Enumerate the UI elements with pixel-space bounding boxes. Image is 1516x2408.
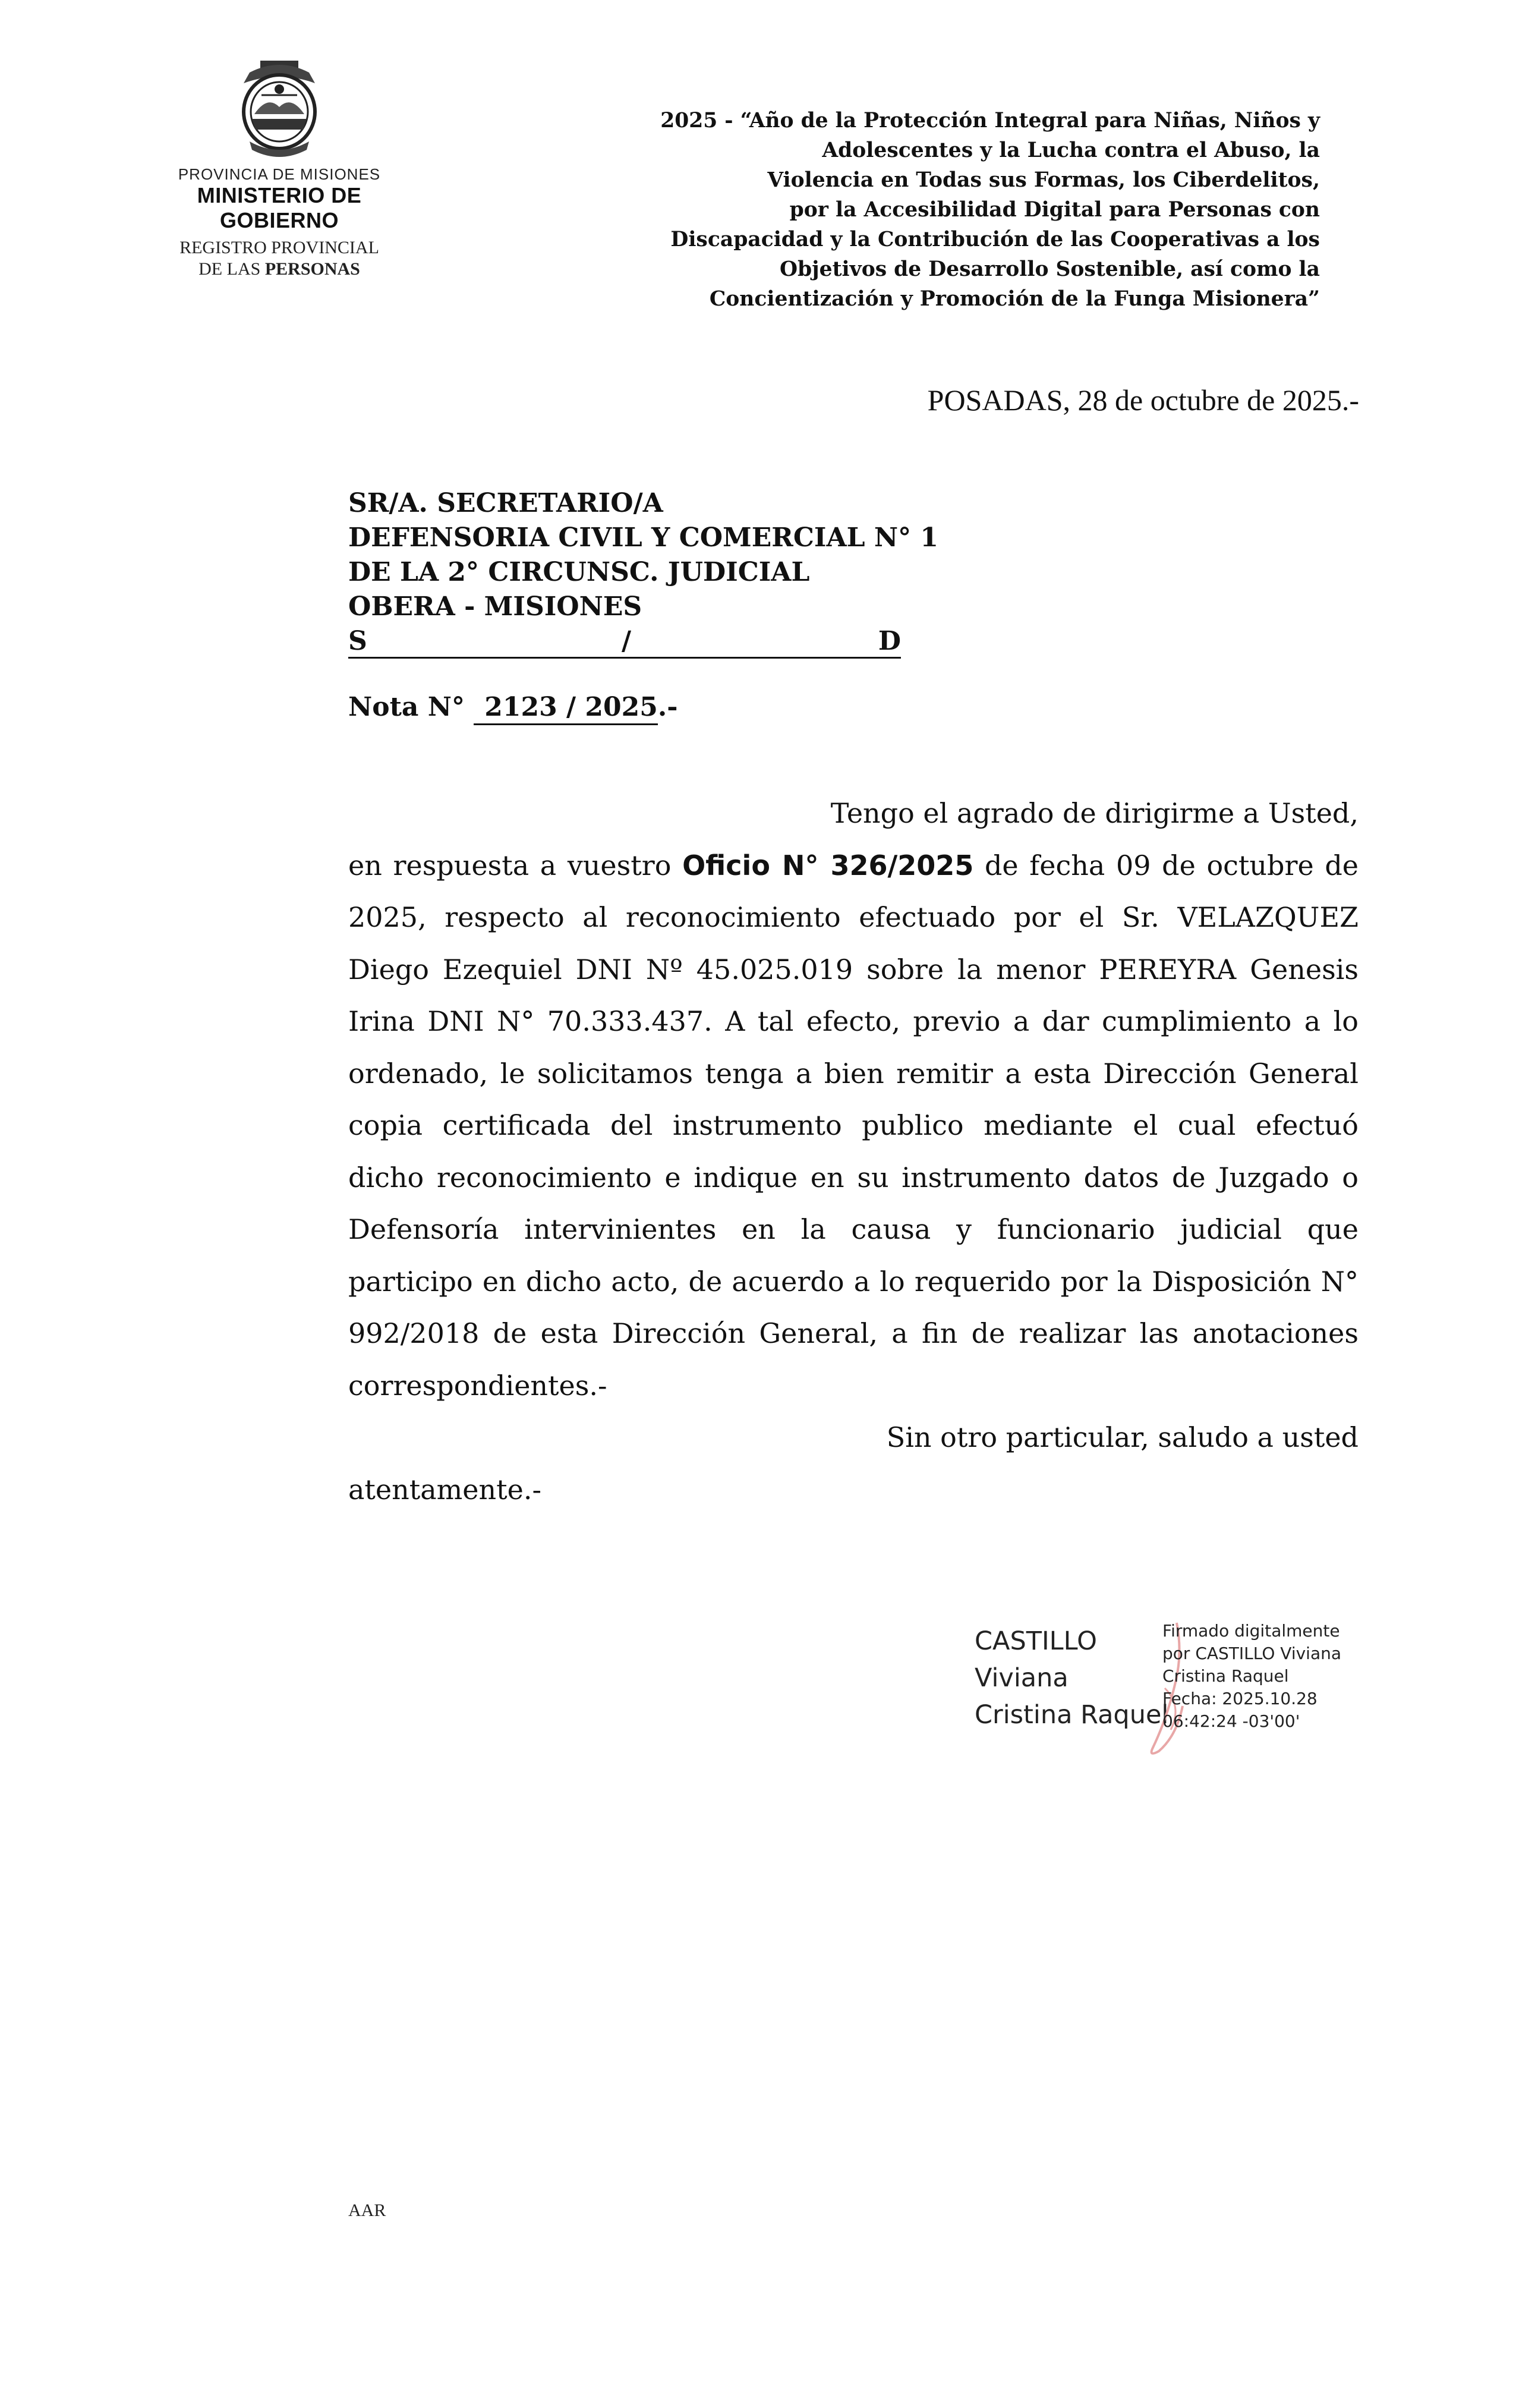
body-line: ordenado, le solicitamos tenga a bien remitir a esta Dirección General [348, 1057, 1359, 1090]
body-line: correspondientes.- [348, 1369, 607, 1402]
addressee-line: OBERA - MISIONES [348, 591, 642, 622]
sd-d: D [878, 626, 901, 656]
motto-line: Violencia en Todas sus Formas, los Ciberdelitos, [767, 168, 1320, 192]
signature-details [1162, 1620, 1341, 1733]
nota-label: Nota N° [348, 692, 465, 722]
sd-s: S [348, 626, 367, 656]
ministry-label: MINISTERIO DE GOBIERNO [197, 183, 362, 232]
body-text-pre: en respuesta a vuestro [348, 849, 683, 882]
body-line: Defensoría intervinientes en la causa y funcionario judicial que [348, 1213, 1359, 1245]
province-seal-icon [226, 59, 333, 160]
nota-number: 2123 / 2025 [474, 693, 658, 725]
signature-detail-line: Fecha: 2025.10.28 [1162, 1689, 1318, 1708]
body-line: participo en dicho acto, de acuerdo a lo requerido por la Disposición N° [348, 1265, 1359, 1298]
addressee-block [348, 486, 1061, 659]
signature-detail-line: Firmado digitalmente [1162, 1621, 1340, 1641]
body-line: 992/2018 de esta Dirección General, a fin de realizar las anotaciones [348, 1317, 1359, 1349]
signer-name-line: CASTILLO [975, 1626, 1097, 1656]
addressee-line: DE LA 2° CIRCUNSC. JUDICIAL [348, 557, 810, 587]
body-line: copia certificada del instrumento publico mediante el cual efectuó [348, 1109, 1359, 1141]
registry-label-line2 [137, 259, 422, 279]
date-line: POSADAS, 28 de octubre de 2025.- [927, 383, 1359, 417]
sd-slash: / [622, 626, 632, 656]
body-line [348, 840, 1359, 892]
motto-line: Discapacidad y la Contribución de las Cooperativas a los [670, 228, 1320, 251]
body-text-post: de fecha 09 de octubre de [973, 849, 1359, 882]
motto-line: Adolescentes y la Lucha contra el Abuso, la [822, 139, 1320, 162]
motto-line: Objetivos de Desarrollo Sostenible, así como la [780, 257, 1320, 281]
year-motto [547, 106, 1320, 314]
signature-detail-line: 06:42:24 -03'00' [1162, 1711, 1300, 1731]
digital-signature [975, 1617, 1379, 1759]
province-label: PROVINCIA DE MISIONES [178, 165, 381, 183]
sd-line [348, 624, 901, 659]
motto-line: 2025 - “Año de la Protección Integral para Niñas, Niños y [660, 109, 1320, 133]
registry-bold: PERSONAS [264, 259, 360, 279]
body-line: 2025, respecto al reconocimiento efectuado por el Sr. VELAZQUEZ [348, 901, 1359, 933]
closing-line1: Sin otro particular, saludo a usted [886, 1421, 1359, 1453]
body-line: dicho reconocimiento e indique en su instrumento datos de Juzgado o [348, 1161, 1359, 1194]
signer-name-line: Cristina Raquel [975, 1700, 1169, 1730]
motto-line: por la Accesibilidad Digital para Personas con [789, 198, 1320, 222]
addressee-line: DEFENSORIA CIVIL Y COMERCIAL N° 1 [348, 522, 939, 553]
addressee-line: SR/A. SECRETARIO/A [348, 488, 663, 518]
motto-line: Concientización y Promoción de la Funga Misionera” [709, 287, 1320, 311]
author-initials: AAR [348, 2201, 386, 2220]
registry-prefix: DE LAS [198, 259, 261, 279]
body-intro: Tengo el agrado de dirigirme a Usted, [830, 797, 1359, 829]
signature-detail-line: Cristina Raquel [1162, 1666, 1289, 1686]
oficio-reference: Oficio N° 326/2025 [682, 849, 974, 882]
closing-line2: atentamente.- [348, 1473, 542, 1506]
nota-line [348, 692, 678, 725]
signature-detail-line: por CASTILLO Viviana [1162, 1644, 1342, 1663]
registry-label-line1: REGISTRO PROVINCIAL [179, 238, 379, 257]
body-line: Diego Ezequiel DNI Nº 45.025.019 sobre la menor PEREYRA Genesis [348, 953, 1359, 986]
body-line: Irina DNI N° 70.333.437. A tal efecto, previo a dar cumplimiento a lo [348, 1005, 1359, 1037]
signer-name-line: Viviana [975, 1663, 1069, 1693]
nota-suffix: .- [657, 692, 678, 722]
letter-body [348, 788, 1359, 1516]
